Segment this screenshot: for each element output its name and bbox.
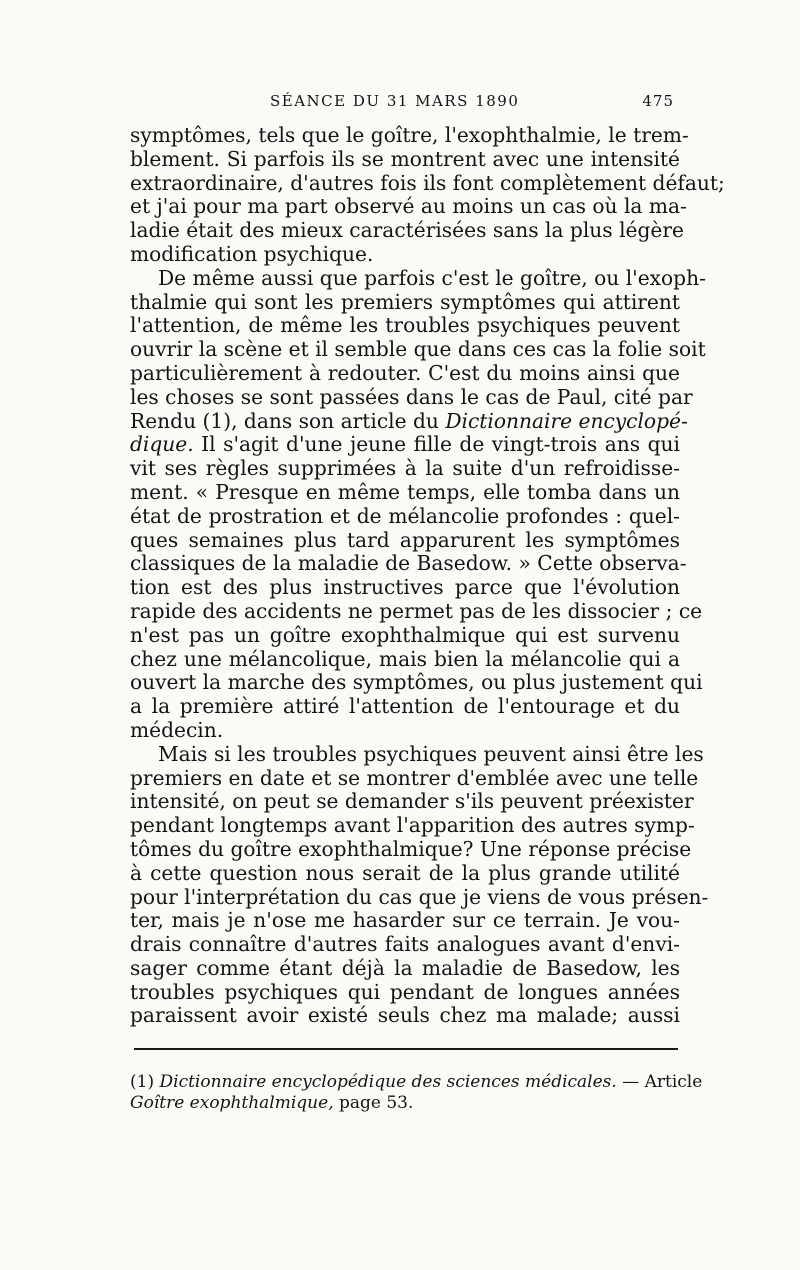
italic-title: Dictionnaire encyclopé- — [445, 408, 688, 433]
text-line: troubles psychiques qui pendant de longues années — [130, 979, 680, 1004]
footnote-entry: Goître exophthalmique, — [130, 1093, 334, 1114]
text-line: premiers en date et se montrer d'emblée avec une telle — [130, 765, 699, 790]
text-line: blement. Si parfois ils se montrent avec une intensité — [130, 146, 680, 171]
text-line: rapide des accidents ne permet pas de les dissocier ; ce — [130, 598, 703, 623]
text-line: ladie était des mieux caractérisées sans la plus légère — [130, 218, 684, 243]
italic-title: dique. — [130, 432, 194, 457]
running-header — [130, 88, 680, 118]
text-line: médecin. — [130, 717, 224, 742]
text-line: et j'ai pour ma part observé au moins un cas où la ma- — [130, 194, 687, 219]
text-line: tômes du goître exophthalmique? Une réponse précise — [130, 836, 692, 861]
text-fragment: Il s'agit d'une jeune fille de vingt-trois ans qui — [201, 432, 680, 457]
footnote-divider — [134, 1048, 678, 1050]
text-line: particulièrement à redouter. C'est du moins ainsi que — [130, 360, 680, 385]
text-line: ques semaines plus tard apparurent les symptômes — [130, 527, 680, 552]
footnote-page: page 53. — [333, 1093, 414, 1114]
text-line: a la première attiré l'attention de l'entourage et du — [130, 694, 680, 719]
text-line: tion est des plus instructives parce que l'évolution — [130, 575, 680, 600]
text-line: pour l'interprétation du cas que je viens de vous présen- — [130, 884, 709, 909]
text-line: thalmie qui sont les premiers symptômes qui attirent — [130, 289, 680, 314]
body-text — [130, 123, 725, 1028]
text-line: état de prostration et de mélancolie profondes : quel- — [130, 503, 680, 528]
text-line: à cette question nous serait de la plus grande utilité — [130, 860, 680, 885]
text-line: l'attention, de même les troubles psychiques peuvent — [130, 313, 680, 338]
text-line: vit ses règles supprimées à la suite d'un refroidisse- — [130, 456, 680, 481]
text-line: ter, mais je n'ose me hasarder sur ce terrain. Je vou- — [130, 908, 680, 933]
book-page — [130, 88, 725, 1114]
footnote-number: (1) — [130, 1072, 155, 1093]
text-line: drais connaître d'autres faits analogues avant d'envi- — [130, 932, 680, 957]
text-line — [130, 433, 680, 457]
text-line: ment. « Presque en même temps, elle tomba dans un — [130, 479, 680, 504]
text-line: De même aussi que parfois c'est le goître, ou l'exoph- — [158, 265, 706, 290]
footnote — [130, 1072, 703, 1114]
text-line: les choses se sont passées dans le cas de Paul, cité par — [130, 384, 693, 409]
footnote-dash: — Article — [616, 1072, 703, 1093]
text-line: sager comme étant déjà la maladie de Basedow, les — [130, 955, 680, 980]
text-line: symptômes, tels que le goître, l'exophthalmie, le trem- — [130, 123, 689, 147]
footnote-source: Dictionnaire encyclopédique des sciences médicales. — [159, 1072, 617, 1093]
text-line: ouvert la marche des symptômes, ou plus justement qui — [130, 670, 703, 695]
text-line: intensité, on peut se demander s'ils peuvent préexister — [130, 789, 694, 814]
running-title: SÉANCE DU 31 MARS 1890 — [270, 92, 520, 110]
page-number: 475 — [642, 92, 674, 110]
text-line: extraordinaire, d'autres fois ils font complètement défaut; — [130, 170, 725, 195]
footnote-line — [130, 1093, 680, 1114]
text-line: paraissent avoir existé seuls chez ma malade; aussi — [130, 1003, 680, 1028]
footnote-line — [130, 1072, 703, 1093]
text-line: ouvrir la scène et il semble que dans ces cas la folie soit — [130, 337, 706, 362]
text-line: classiques de la maladie de Basedow. » Cette observa- — [130, 551, 687, 576]
text-line: pendant longtemps avant l'apparition des autres symp- — [130, 813, 695, 838]
text-line — [130, 408, 688, 434]
text-line: chez une mélancolique, mais bien la mélancolie qui a — [130, 646, 680, 671]
text-line: modification psychique. — [130, 241, 374, 266]
text-line: n'est pas un goître exophthalmique qui est survenu — [130, 622, 680, 647]
text-line: Mais si les troubles psychiques peuvent ainsi être les — [158, 741, 704, 766]
text-fragment: Rendu (1), dans son article du — [130, 408, 439, 433]
